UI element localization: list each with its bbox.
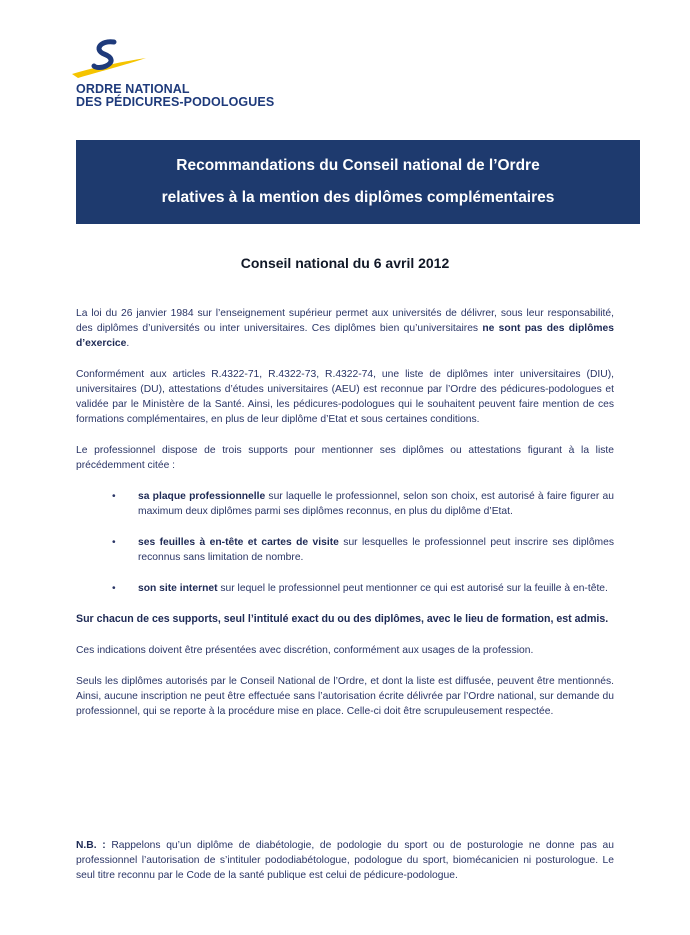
support-label: son site internet bbox=[138, 583, 218, 594]
support-text: sur lequel le professionnel peut mentionner ce qui est autorisé sur la feuille à en-tête. bbox=[217, 583, 608, 594]
org-name-line1: ORDRE NATIONAL bbox=[76, 82, 190, 96]
nb-label: N.B. : bbox=[76, 840, 106, 851]
paragraph-1-end: . bbox=[126, 338, 130, 349]
supports-list bbox=[76, 489, 614, 596]
title-banner bbox=[76, 140, 640, 224]
paragraph-1 bbox=[76, 306, 614, 351]
list-item bbox=[76, 581, 614, 596]
bullet-icon: • bbox=[112, 491, 116, 502]
swoosh-s-logo-icon bbox=[70, 38, 150, 82]
paragraph-4-emphasis: Sur chacun de ces supports, seul l’intitulé exact du ou des diplômes, avec le lieu de formation, est admis. bbox=[76, 613, 609, 625]
paragraph-5: Ces indications doivent être présentées avec discrétion, conformément aux usages de la profession. bbox=[76, 645, 534, 656]
document-subtitle: Conseil national du 6 avril 2012 bbox=[240, 255, 450, 271]
list-item bbox=[76, 489, 614, 519]
bullet-icon: • bbox=[112, 537, 116, 548]
nb-text: Rappelons qu’un diplôme de diabétologie, de podologie du sport ou de posturologie ne donne pas au professionnel l’autorisation de s’intituler pododiabétologue, podologue du sport, biomécanicien ni posturologue. Le seul titre reconnu par le Code de la santé publique est celui de pédicure-podologue. bbox=[76, 840, 614, 881]
support-label: sa plaque professionnelle bbox=[138, 491, 266, 502]
title-line-2: relatives à la mention des diplômes complémentaires bbox=[161, 189, 555, 206]
title-line-1: Recommandations du Conseil national de l’Ordre bbox=[176, 157, 540, 174]
document-body bbox=[76, 306, 614, 735]
org-logo bbox=[66, 38, 276, 110]
support-text: sur laquelle le professionnel, selon son choix, est autorisé à faire figurer au maximum deux diplômes parmi ses diplômes reconnus, en plus du diplôme d’Etat. bbox=[138, 491, 614, 517]
paragraph-1-bold: ne sont pas des diplômes d’exercice bbox=[76, 323, 614, 349]
paragraph-6: Seuls les diplômes autorisés par le Conseil National de l’Ordre, et dont la liste est diffusée, peuvent être mentionnés. Ainsi, aucune inscription ne peut être effectuée sans l’autorisation écrite délivrée par l’Ordre national, sur demande du professionnel, qui se reporte à la procédure mise en place. Celle-ci doit être scrupuleusement respectée. bbox=[76, 676, 614, 717]
org-name bbox=[76, 83, 274, 109]
paragraph-2: Conformément aux articles R.4322-71, R.4322-73, R.4322-74, une liste de diplômes inter universitaires (DIU), universitaires (DU), attestations d’études universitaires (AEU) est reconnue par l’Ordre des pédicures-podologues et validée par le Ministère de la Santé. Ainsi, les pédicures-podologues qui le souhaitent peuvent faire mention de ces formations complémentaires, en plus de leur diplôme d’Etat et sous certaines conditions. bbox=[76, 369, 614, 425]
bullet-icon: • bbox=[112, 583, 116, 594]
org-name-line2: DES PÉDICURES-PODOLOGUES bbox=[76, 95, 275, 109]
paragraph-1-text: La loi du 26 janvier 1984 sur l’enseignement supérieur permet aux universités de délivrer, sous leur responsabilité, des diplômes d’universités ou inter universitaires. Ces diplômes bien qu’universitaires bbox=[76, 308, 614, 334]
nota-bene bbox=[76, 838, 614, 883]
support-text: sur lesquelles le professionnel peut inscrire ses diplômes reconnus sans limitation de nombre. bbox=[138, 537, 615, 563]
paragraph-3: Le professionnel dispose de trois supports pour mentionner ses diplômes ou attestations figurant à la liste précédemment citée : bbox=[76, 445, 614, 471]
list-item bbox=[76, 535, 614, 565]
support-label: ses feuilles à en-tête et cartes de visite bbox=[138, 537, 339, 548]
